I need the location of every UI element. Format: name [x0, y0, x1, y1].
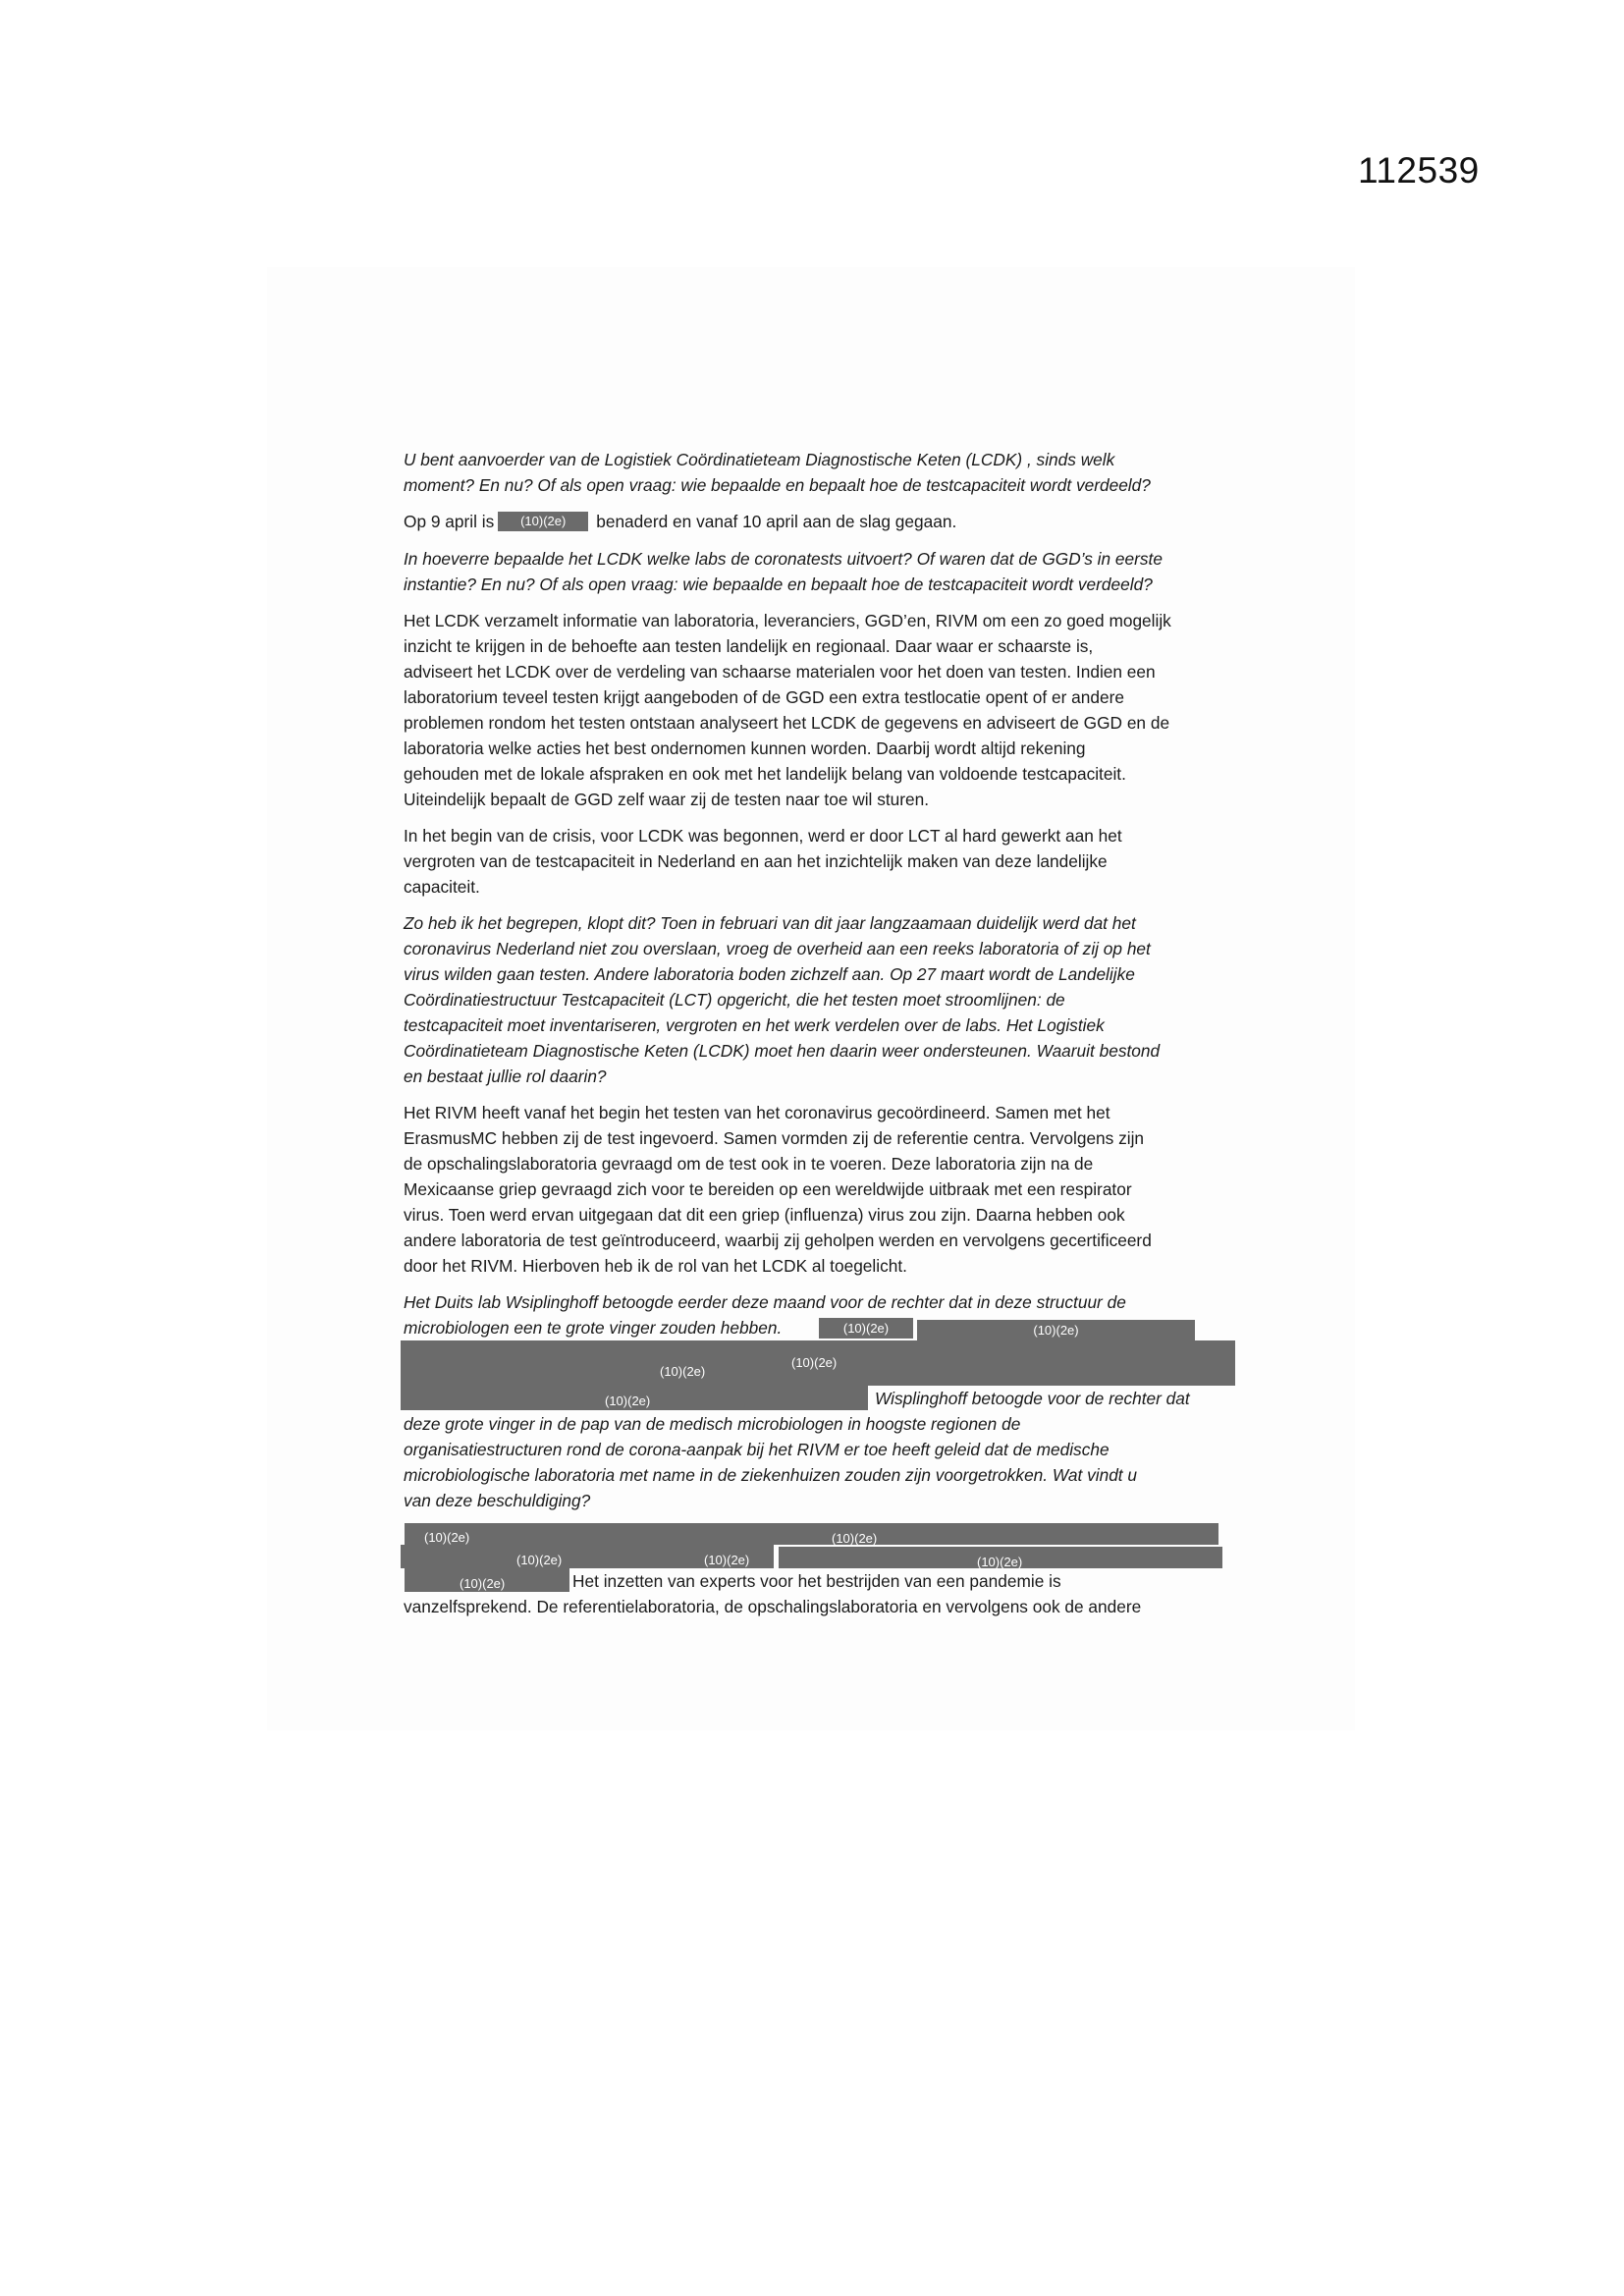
redaction-label: (10)(2e)	[660, 1364, 706, 1379]
answer-text-before: Op 9 april is	[404, 512, 495, 531]
redaction-label: (10)(2e)	[460, 1576, 506, 1591]
question-line: Het Duits lab Wsiplinghoff betoogde eerder deze maand voor de rechter dat in deze structuur de	[404, 1292, 1126, 1312]
answer-line: vanzelfsprekend. De referentielaboratoria, de opschalingslaboratoria en vervolgens ook de andere	[404, 1597, 1142, 1616]
redaction-label: (10)(2e)	[516, 1553, 563, 1567]
redaction-label: (10)(2e)	[704, 1553, 750, 1567]
redaction-block	[401, 1386, 868, 1410]
question-line: microbiologen een te grote vinger zouden hebben.	[404, 1318, 783, 1338]
document-number: 112539	[1358, 150, 1480, 191]
question-lcdk-leader: U bent aanvoerder van de Logistiek Coördinatieteam Diagnostische Keten (LCDK) , sinds welk moment? En nu? Of als open vraag: wie bepaalde en bepaalt hoe de testcapaciteit wordt verdeeld?	[404, 450, 1151, 495]
question-rest: deze grote vinger in de pap van de medisch microbiologen in hoogste regionen de organisatiestructuren rond de corona-aanpak bij het RIVM er toe heeft geleid dat de medische microbiologische laboratoria met name in de ziekenhuizen zouden zijn voorgetrokken. Wat vindt u van deze beschuldiging?	[404, 1414, 1138, 1510]
redaction-block	[405, 1523, 1218, 1545]
document-body	[404, 447, 1248, 1625]
answer-start-date	[404, 509, 1248, 534]
answer-crisis-start: In het begin van de crisis, voor LCDK was begonnen, werd er door LCT al hard gewerkt aan het vergroten van de testcapaciteit in Nederland en aan het inzichtelijk maken van deze landelijke capaciteit.	[404, 826, 1122, 897]
redaction-label: (10)(2e)	[424, 1530, 470, 1545]
answer-lcdk-role: Het LCDK verzamelt informatie van laboratoria, leveranciers, GGD’en, RIVM om een zo goed mogelijk inzicht te krijgen in de behoefte aan testen landelijk en regionaal. Daar waar er schaarste is, adviseert het LCDK over de verdeling van schaarse materialen voor het doen van testen. Indien een laboratorium teveel testen krijgt aangeboden of de GGD een extra testlocatie opent of er andere problemen rondom het testen ontstaan analyseert het LCDK de gegevens en adviseert de GGD en de laboratoria welke acties het best ondernomen kunnen worden. Daarbij wordt altijd rekening gehouden met de lokale afspraken en ook met het landelijk belang van voldoende testcapaciteit. Uiteindelijk bepaalt de GGD zelf waar zij de testen naar toe wil sturen.	[404, 611, 1171, 809]
redaction-label: (10)(2e)	[977, 1555, 1023, 1569]
redaction-box: (10)(2e)	[917, 1320, 1195, 1340]
redaction-label: (10)(2e)	[791, 1355, 838, 1370]
redaction-label: (10)(2e)	[832, 1531, 878, 1546]
answer-rivm-coordination: Het RIVM heeft vanaf het begin het testen van het coronavirus gecoördineerd. Samen met het ErasmusMC hebben zij de test ingevoerd. Samen vormden zij de referentie centra. Vervolgens zijn de opschalingslaboratoria gevraagd om de test ook in te voeren. Deze laboratoria zijn na de Mexicaanse griep gevraagd zich voor te bereiden op een wereldwijde uitbraak met een respirator virus. Toen werd ervan uitgegaan dat dit een griep (influenza) virus zou zijn. Daarna hebben ook andere laboratoria de test geïntroduceerd, waarbij zij geholpen werden en vervolgens gecertificeerd door het RIVM. Hierboven heb ik de rol van het LCDK al toegelicht.	[404, 1103, 1152, 1276]
redaction-box: (10)(2e)	[819, 1318, 913, 1339]
redaction-box: (10)(2e)	[498, 512, 588, 531]
redaction-block	[401, 1340, 1235, 1386]
question-line: Wisplinghoff betoogde voor de rechter dat	[875, 1389, 1190, 1408]
question-structure: Zo heb ik het begrepen, klopt dit? Toen in februari van dit jaar langzaamaan duidelijk werd dat het coronavirus Nederland niet zou overslaan, vroeg de overheid aan een reeks laboratoria of zij op het virus wilden gaan testen. Andere laboratoria boden zichzelf aan. Op 27 maart wordt de Landelijke Coördinatiestructuur Testcapaciteit (LCT) opgericht, die het testen moet stroomlijnen: de testcapaciteit moet inventariseren, vergroten en het werk verdelen over de labs. Het Logistiek Coördinatieteam Diagnostische Keten (LCDK) moet hen daarin weer ondersteunen. Waaruit bestond en bestaat jullie rol daarin?	[404, 913, 1161, 1086]
question-wisplinghoff	[404, 1289, 1248, 1509]
redaction-label: (10)(2e)	[605, 1394, 651, 1408]
answer-redacted-block	[404, 1523, 1248, 1625]
answer-line: Het inzetten van experts voor het bestrijden van een pandemie is	[572, 1571, 1061, 1591]
answer-text-after: benaderd en vanaf 10 april aan de slag gegaan.	[596, 512, 957, 531]
redaction-block	[401, 1545, 774, 1568]
question-lab-selection: In hoeverre bepaalde het LCDK welke labs de coronatests uitvoert? Of waren dat de GGD’s in eerste instantie? En nu? Of als open vraag: wie bepaalde en bepaalt hoe de testcapaciteit wordt verdeeld?	[404, 549, 1163, 594]
redaction-block	[779, 1547, 1222, 1568]
redaction-block	[405, 1568, 569, 1592]
